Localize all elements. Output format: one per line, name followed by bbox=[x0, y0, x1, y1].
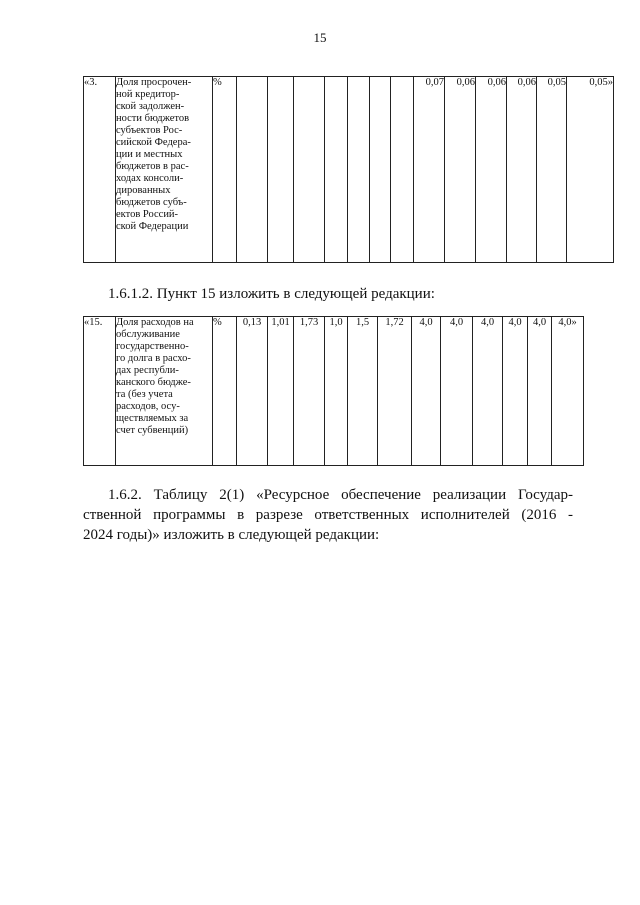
table-row bbox=[84, 317, 584, 466]
description-line: дированных bbox=[116, 185, 171, 196]
value-cell bbox=[294, 77, 325, 263]
value-cell: 0,07 bbox=[414, 77, 445, 263]
description-line: ской Федерации bbox=[116, 221, 189, 232]
value-cell: 0,06 bbox=[476, 77, 507, 263]
value-cell: 0,06 bbox=[507, 77, 537, 263]
description-line: расходов, осу- bbox=[116, 401, 180, 412]
unit-cell: % bbox=[213, 317, 237, 466]
value-cell: 4,0 bbox=[528, 317, 552, 466]
unit-cell: % bbox=[213, 77, 237, 263]
paragraph-line: 1.6.1.2. Пункт 15 изложить в следующей редакции: bbox=[108, 286, 435, 302]
description-line: обслуживание bbox=[116, 329, 180, 340]
description-line: го долга в расхо- bbox=[116, 353, 191, 364]
value-cell: 1,0 bbox=[325, 317, 348, 466]
value-cell bbox=[237, 77, 268, 263]
description-line: ской задолжен- bbox=[116, 101, 185, 112]
description-line: ции и местных bbox=[116, 149, 183, 160]
value-cell bbox=[348, 77, 370, 263]
description-line: государственно- bbox=[116, 341, 189, 352]
description-line: сийской Федера- bbox=[116, 137, 191, 148]
description-line: та (без учета bbox=[116, 389, 173, 400]
value-cell: 0,13 bbox=[237, 317, 268, 466]
description-line: дах республи- bbox=[116, 365, 179, 376]
description-line: канского бюдже- bbox=[116, 377, 191, 388]
value-cell: 4,0 bbox=[412, 317, 441, 466]
description-line: бюджетов в рас- bbox=[116, 161, 189, 172]
value-cell: 4,0 bbox=[441, 317, 473, 466]
indicator-table-15 bbox=[83, 316, 584, 466]
paragraph-line: 2024 годы)» изложить в следующей редакции: bbox=[83, 527, 380, 543]
value-cell: 1,72 bbox=[378, 317, 412, 466]
value-cell: 4,0 bbox=[473, 317, 503, 466]
value-cell bbox=[391, 77, 414, 263]
description-line: ектов Россий- bbox=[116, 209, 179, 220]
paragraph-line: 1.6.2. Таблицу 2(1) «Ресурсное обеспечение реализации Государ- bbox=[108, 487, 573, 503]
value-cell: 1,73 bbox=[294, 317, 325, 466]
value-cell bbox=[268, 77, 294, 263]
description-line: счет субвенций) bbox=[116, 425, 189, 436]
row-number: «15. bbox=[84, 317, 116, 466]
value-cell bbox=[325, 77, 348, 263]
description-line: бюджетов субъ- bbox=[116, 197, 187, 208]
description-line: ной кредитор- bbox=[116, 89, 180, 100]
value-cell: 1,5 bbox=[348, 317, 378, 466]
table-row bbox=[84, 77, 614, 263]
paragraph-line: ственной программы в разрезе ответственных исполнителей (2016 - bbox=[83, 507, 573, 523]
value-cell: 0,06 bbox=[445, 77, 476, 263]
value-cell: 0,05» bbox=[567, 77, 614, 263]
value-cell: 1,01 bbox=[268, 317, 294, 466]
description-line: субъектов Рос- bbox=[116, 125, 183, 136]
paragraph-1-6-1-2 bbox=[108, 284, 435, 304]
value-cell: 4,0» bbox=[552, 317, 584, 466]
description-line: ности бюджетов bbox=[116, 113, 190, 124]
description-line: Доля расходов на bbox=[116, 317, 194, 328]
indicator-description bbox=[116, 77, 213, 263]
row-number: «3. bbox=[84, 77, 116, 263]
description-line: ществляемых за bbox=[116, 413, 189, 424]
indicator-table-3 bbox=[83, 76, 614, 263]
page-number: 15 bbox=[313, 30, 327, 45]
value-cell bbox=[370, 77, 391, 263]
description-line: Доля просрочен- bbox=[116, 77, 192, 88]
value-cell: 4,0 bbox=[503, 317, 528, 466]
value-cell: 0,05 bbox=[537, 77, 567, 263]
paragraph-1-6-2 bbox=[83, 485, 573, 545]
indicator-description bbox=[116, 317, 213, 466]
description-line: ходах консоли- bbox=[116, 173, 184, 184]
